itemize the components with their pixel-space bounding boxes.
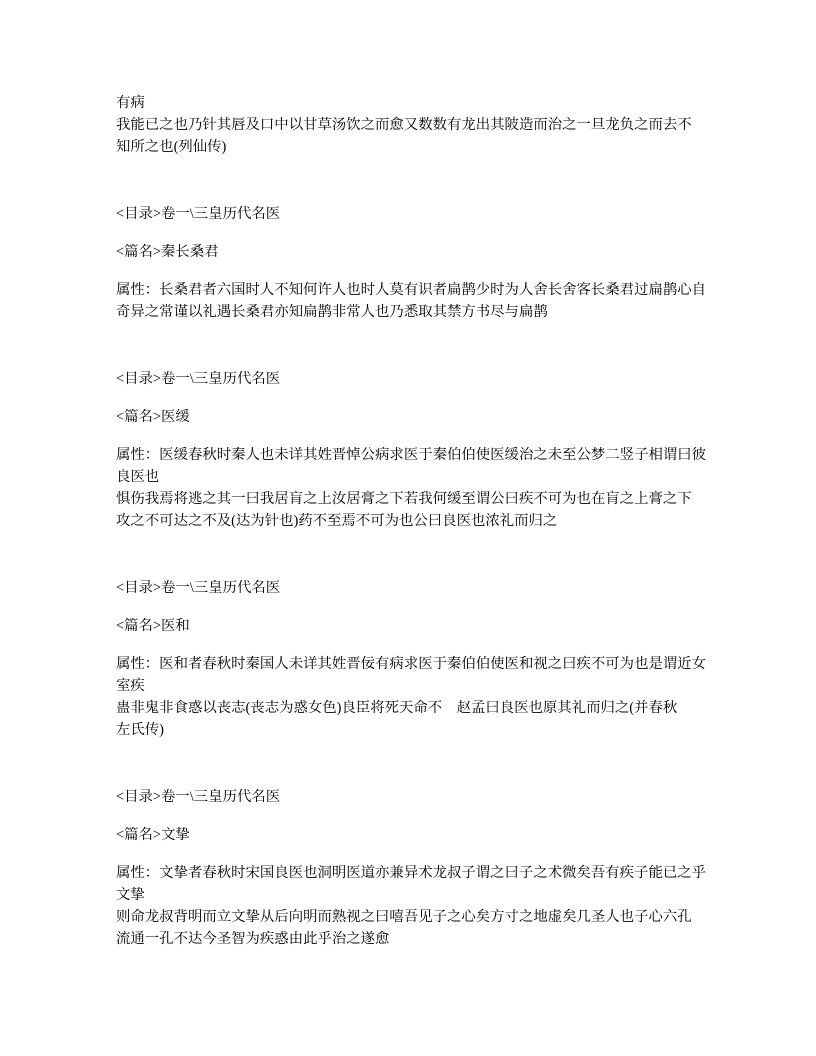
body-text-line: 攻之不可达之不及(达为针也)药不至焉不可为也公曰良医也浓礼而归之 <box>116 513 558 529</box>
body-text-line: 我能已之也乃针其唇及口中以甘草汤饮之而愈又数数有龙出其陂造而治之一旦龙负之而去不 <box>116 117 692 133</box>
catalog-block <box>116 577 716 599</box>
body-text-line: 惧伤我焉将逃之其一曰我居肓之上汝居膏之下若我何缓至谓公曰疾不可为也在肓之上膏之下 <box>116 491 692 507</box>
paragraph-block <box>116 653 716 741</box>
title-block <box>116 615 716 637</box>
body-text-line: 良医也 <box>116 469 160 485</box>
catalog-block <box>116 368 716 390</box>
body-text-line: 文挚 <box>116 887 145 903</box>
paragraph-block <box>116 444 716 532</box>
document-section <box>116 368 716 532</box>
catalog-path-line: <目录>卷一\三皇历代名医 <box>116 789 281 805</box>
body-text-line: 蛊非鬼非食惑以丧志(丧志为惑女色)良臣将死天命不 赵孟曰良医也原其礼而归之(并春秋 <box>116 700 678 716</box>
catalog-path-line: <目录>卷一\三皇历代名医 <box>116 206 281 222</box>
body-text-line: 属性：医缓春秋时秦人也未详其姓晋悼公病求医于秦伯伯使医缓治之未至公梦二竖子相谓曰彼 <box>116 447 707 463</box>
paragraph-block <box>116 862 716 950</box>
body-text-line: 知所之也(列仙传) <box>116 139 227 155</box>
document-section <box>116 577 716 741</box>
chapter-title-line: <篇名>秦长桑君 <box>116 244 219 260</box>
body-text-line: 则命龙叔背明而立文挚从后向明而熟视之曰嘻吾见子之心矣方寸之地虚矣几圣人也子心六孔 <box>116 909 692 925</box>
body-text-line: 有病 <box>116 95 145 111</box>
catalog-block <box>116 203 716 225</box>
document-section <box>116 92 716 158</box>
document-section <box>116 203 716 323</box>
body-text-line: 左氏传) <box>116 722 164 738</box>
body-text-line: 室疾 <box>116 678 145 694</box>
document-section <box>116 786 716 950</box>
title-block <box>116 824 716 846</box>
chapter-title-line: <篇名>医缓 <box>116 409 190 425</box>
paragraph-block <box>116 279 716 323</box>
title-block <box>116 241 716 263</box>
catalog-block <box>116 786 716 808</box>
chapter-title-line: <篇名>医和 <box>116 618 190 634</box>
title-block <box>116 406 716 428</box>
body-text-line: 属性：长桑君者六国时人不知何许人也时人莫有识者扁鹊少时为人舍长舍客长桑君过扁鹊心自 <box>116 282 707 298</box>
body-text-line: 属性：医和者春秋时秦国人未详其姓晋佞有病求医于秦伯伯使医和视之曰疾不可为也是谓近女 <box>116 656 707 672</box>
chapter-title-line: <篇名>文挚 <box>116 827 190 843</box>
catalog-path-line: <目录>卷一\三皇历代名医 <box>116 371 281 387</box>
body-text-line: 流通一孔不达今圣智为疾惑由此乎治之遂愈 <box>116 931 390 947</box>
body-text-line: 奇异之常谨以礼遇长桑君亦知扁鹊非常人也乃悉取其禁方书尽与扁鹊 <box>116 304 548 320</box>
body-text-line: 属性：文挚者春秋时宋国良医也洞明医道亦兼异术龙叔子谓之曰子之术微矣吾有疾子能已之乎 <box>116 865 707 881</box>
paragraph-block <box>116 92 716 158</box>
catalog-path-line: <目录>卷一\三皇历代名医 <box>116 580 281 596</box>
